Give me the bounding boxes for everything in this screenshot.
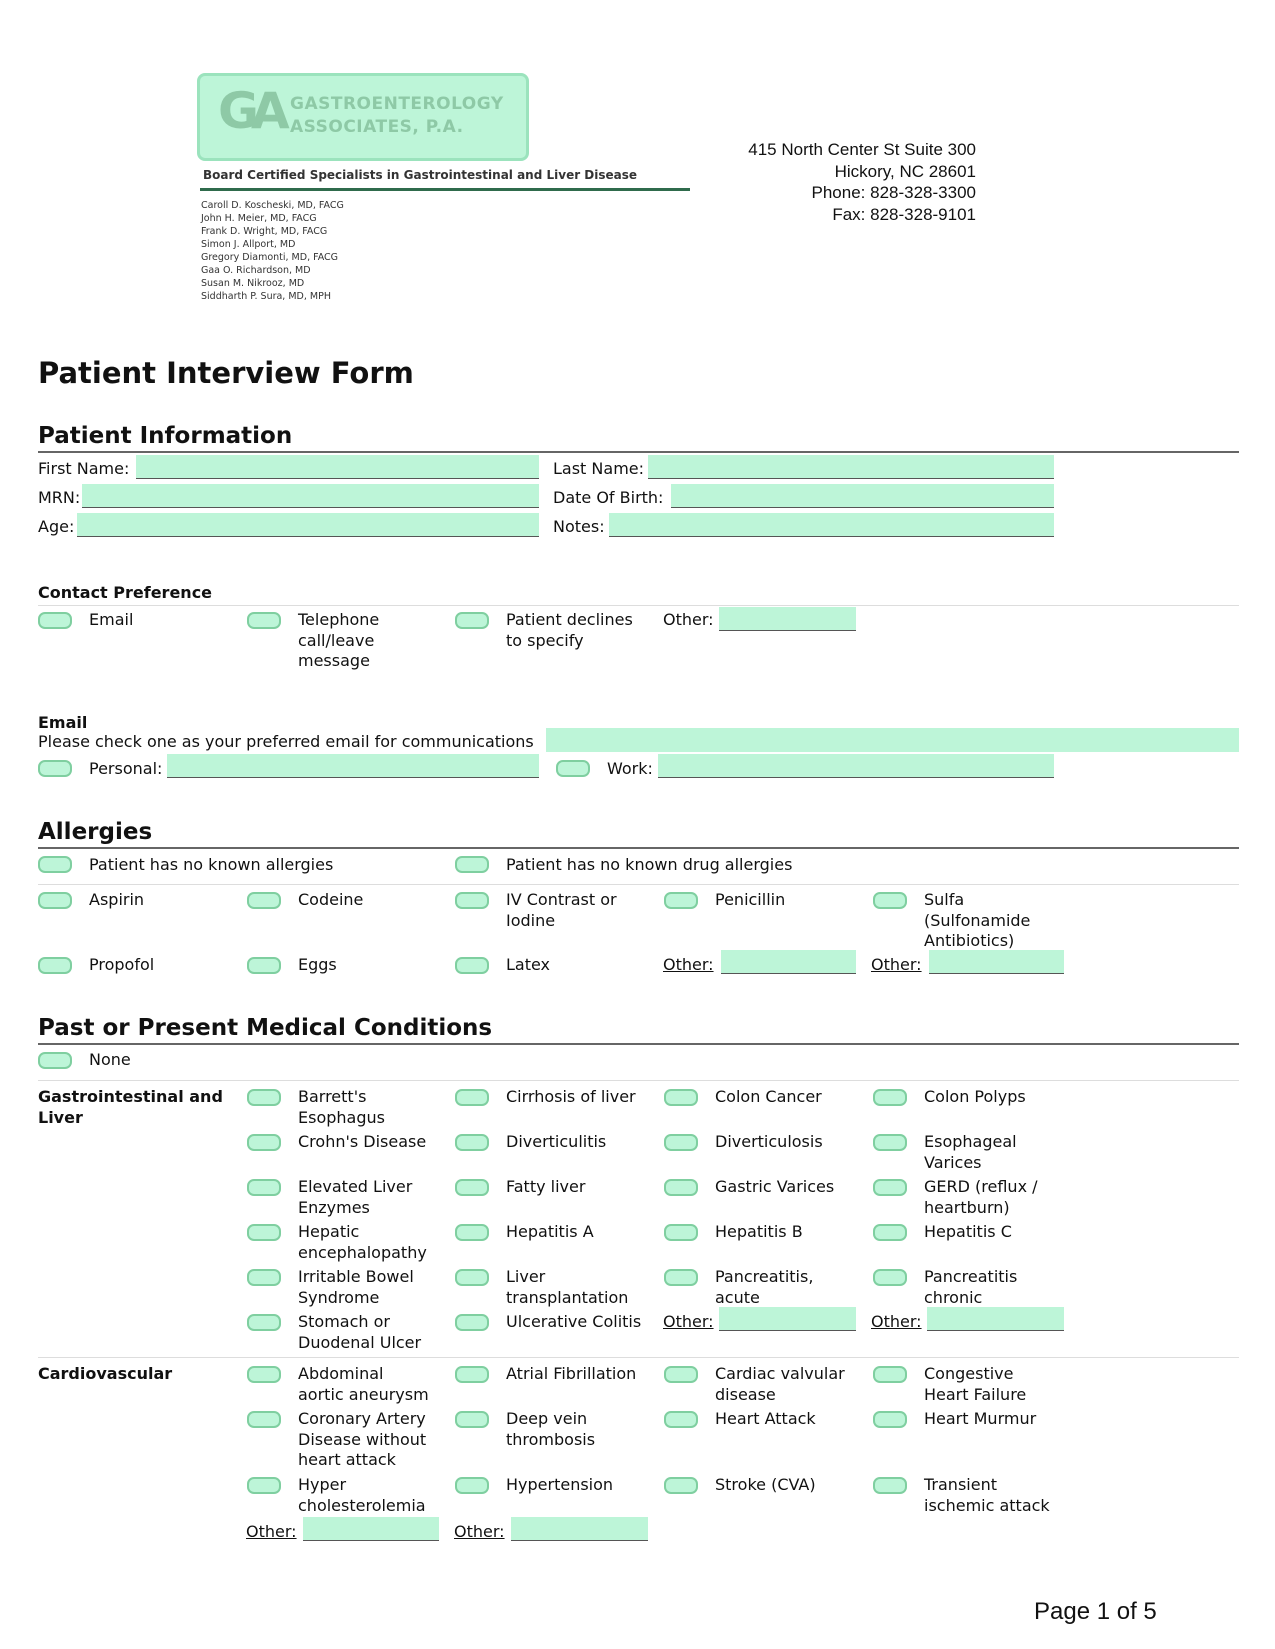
- valvular-label: [715, 1364, 845, 1405]
- ulcerative-colitis-checkbox[interactable]: [455, 1314, 489, 1331]
- section-rule: [38, 605, 1239, 606]
- label-line: heart attack: [298, 1450, 396, 1469]
- allergy-other-field-2[interactable]: [929, 950, 1064, 974]
- row-divider: [38, 1357, 1239, 1358]
- propofol-label: Propofol: [89, 955, 155, 974]
- cirrhosis-checkbox[interactable]: [455, 1089, 489, 1106]
- diverticulosis-label: Diverticulosis: [715, 1132, 823, 1151]
- pancreatitis-chronic-label: [924, 1267, 1017, 1308]
- penicillin-checkbox[interactable]: [664, 892, 698, 909]
- section-heading-patient-information: Patient Information: [38, 423, 293, 449]
- no-known-allergies-checkbox[interactable]: [38, 856, 72, 873]
- label-line: (Sulfonamide: [924, 910, 1031, 930]
- label-line: Barrett's: [298, 1087, 367, 1106]
- elevated-liver-checkbox[interactable]: [247, 1179, 281, 1196]
- no-known-allergies-label: Patient has no known allergies: [89, 855, 334, 874]
- logo-mark: GA: [218, 82, 282, 140]
- none-label: None: [89, 1050, 131, 1069]
- sulfa-checkbox[interactable]: [873, 892, 907, 909]
- no-drug-allergies-checkbox[interactable]: [455, 856, 489, 873]
- notes-field[interactable]: [609, 513, 1054, 537]
- personal-email-checkbox[interactable]: [38, 760, 72, 777]
- practice-tagline: Board Certified Specialists in Gastrointestinal and Liver Disease: [203, 168, 638, 182]
- eggs-label: Eggs: [298, 955, 337, 974]
- phone: Phone: 828-328-3300: [811, 183, 976, 202]
- colon-polyps-checkbox[interactable]: [873, 1089, 907, 1106]
- aaa-label: [298, 1364, 429, 1405]
- logo-text-line1: GASTROENTEROLOGY: [290, 94, 504, 114]
- crohns-label: Crohn's Disease: [298, 1132, 427, 1151]
- ibs-checkbox[interactable]: [247, 1269, 281, 1286]
- practice-address: [748, 139, 976, 225]
- label-line: heartburn): [924, 1197, 1010, 1217]
- label-line: thrombosis: [506, 1429, 596, 1449]
- declines-checkbox[interactable]: [455, 612, 489, 629]
- physician-name: Caroll D. Koscheski, MD, FACG: [201, 200, 344, 211]
- gerd-label: [924, 1177, 1038, 1218]
- label-line: call/leave: [298, 630, 375, 650]
- email-option-label: Email: [89, 610, 134, 629]
- section-heading-medical-conditions: Past or Present Medical Conditions: [38, 1015, 493, 1041]
- ulcerative-colitis-label: Ulcerative Colitis: [506, 1312, 642, 1331]
- notes-label: Notes:: [553, 517, 605, 536]
- elevated-liver-label: [298, 1177, 412, 1218]
- cv-other-label: Other:: [246, 1522, 297, 1541]
- cv-other-field-2[interactable]: [511, 1517, 648, 1541]
- chf-label: [924, 1364, 1026, 1405]
- dob-label: Date Of Birth:: [553, 488, 664, 507]
- gi-category-label: [38, 1087, 223, 1128]
- label-line: Irritable Bowel: [298, 1267, 414, 1286]
- colon-polyps-label: Colon Polyps: [924, 1087, 1026, 1106]
- pancreatitis-acute-checkbox[interactable]: [664, 1269, 698, 1286]
- work-email-checkbox[interactable]: [556, 760, 590, 777]
- afib-checkbox[interactable]: [455, 1366, 489, 1383]
- section-rule: [38, 451, 1239, 453]
- section-rule: [38, 847, 1239, 849]
- crohns-checkbox[interactable]: [247, 1134, 281, 1151]
- fatty-liver-checkbox[interactable]: [455, 1179, 489, 1196]
- heart-murmur-label: Heart Murmur: [924, 1409, 1037, 1428]
- label-line: IV Contrast or: [506, 890, 617, 909]
- iv-contrast-checkbox[interactable]: [455, 892, 489, 909]
- aaa-checkbox[interactable]: [247, 1366, 281, 1383]
- cardiovascular-category-label: Cardiovascular: [38, 1364, 173, 1383]
- work-email-label: Work:: [607, 759, 653, 778]
- label-line: Stomach or: [298, 1312, 390, 1331]
- label-line: Liver: [506, 1267, 546, 1286]
- diverticulitis-label: Diverticulitis: [506, 1132, 607, 1151]
- tia-label: [924, 1475, 1050, 1516]
- no-drug-allergies-label: Patient has no known drug allergies: [506, 855, 793, 874]
- label-line: Heart Failure: [924, 1384, 1027, 1404]
- tagline-divider: [200, 188, 690, 191]
- practice-logo: [197, 73, 529, 161]
- physician-name: Siddharth P. Sura, MD, MPH: [201, 291, 331, 302]
- section-heading-allergies: Allergies: [38, 819, 153, 845]
- liver-transplant-label: [506, 1267, 628, 1308]
- diverticulosis-checkbox[interactable]: [664, 1134, 698, 1151]
- last-name-field[interactable]: [648, 455, 1054, 479]
- hypertension-checkbox[interactable]: [455, 1477, 489, 1494]
- label-line: message: [298, 651, 370, 670]
- physician-name: Frank D. Wright, MD, FACG: [201, 226, 328, 237]
- mrn-field[interactable]: [82, 484, 539, 508]
- aspirin-checkbox[interactable]: [38, 892, 72, 909]
- hepatitis-c-label: Hepatitis C: [924, 1222, 1012, 1241]
- row-divider: [38, 1080, 1239, 1081]
- sulfa-label: [924, 890, 1030, 952]
- label-line: Sulfa: [924, 890, 965, 909]
- colon-cancer-label: Colon Cancer: [715, 1087, 822, 1106]
- label-line: Duodenal Ulcer: [298, 1332, 422, 1352]
- stroke-label: Stroke (CVA): [715, 1475, 816, 1494]
- mrn-label: MRN:: [38, 488, 81, 507]
- section-rule: [38, 1043, 1239, 1045]
- label-line: Antibiotics): [924, 931, 1015, 950]
- hypercholesterolemia-label: [298, 1475, 426, 1516]
- eggs-checkbox[interactable]: [247, 957, 281, 974]
- label-line: aortic aneurysm: [298, 1384, 429, 1404]
- preferred-email-field[interactable]: [546, 728, 1239, 752]
- label-line: to specify: [506, 630, 584, 650]
- cv-other-label-2: Other:: [454, 1522, 505, 1541]
- email-instruction: Please check one as your preferred email for communications: [38, 732, 534, 751]
- pancreatitis-acute-label: [715, 1267, 813, 1308]
- label-line: Varices: [924, 1152, 982, 1172]
- cv-other-field[interactable]: [303, 1517, 439, 1541]
- barretts-label: [298, 1087, 385, 1128]
- label-line: Esophageal: [924, 1132, 1017, 1151]
- label-line: chronic: [924, 1287, 983, 1307]
- address-line: Hickory, NC 28601: [834, 161, 976, 181]
- telephone-option-label: [298, 610, 379, 672]
- liver-transplant-checkbox[interactable]: [455, 1269, 489, 1286]
- age-field[interactable]: [77, 513, 539, 537]
- hepatitis-a-label: Hepatitis A: [506, 1222, 594, 1241]
- valvular-checkbox[interactable]: [664, 1366, 698, 1383]
- heart-attack-label: Heart Attack: [715, 1409, 816, 1428]
- stroke-checkbox[interactable]: [664, 1477, 698, 1494]
- cad-checkbox[interactable]: [247, 1411, 281, 1428]
- label-line: Hyper: [298, 1475, 347, 1494]
- label-line: Liver: [38, 1107, 83, 1127]
- fatty-liver-label: Fatty liver: [506, 1177, 586, 1196]
- gastric-varices-checkbox[interactable]: [664, 1179, 698, 1196]
- hepatitis-a-checkbox[interactable]: [455, 1224, 489, 1241]
- cirrhosis-label: Cirrhosis of liver: [506, 1087, 636, 1106]
- section-heading-contact-preference: Contact Preference: [38, 583, 213, 602]
- fax: Fax: 828-328-9101: [832, 204, 976, 224]
- label-line: Transient: [924, 1475, 997, 1494]
- physician-name: Simon J. Allport, MD: [201, 239, 296, 250]
- barretts-checkbox[interactable]: [247, 1089, 281, 1106]
- ulcer-checkbox[interactable]: [247, 1314, 281, 1331]
- age-label: Age:: [38, 517, 75, 536]
- propofol-checkbox[interactable]: [38, 957, 72, 974]
- label-line: Telephone: [298, 610, 380, 629]
- label-line: ischemic attack: [924, 1495, 1050, 1515]
- label-line: Hepatic: [298, 1222, 360, 1241]
- gerd-checkbox[interactable]: [873, 1179, 907, 1196]
- diverticulitis-checkbox[interactable]: [455, 1134, 489, 1151]
- hepatitis-b-checkbox[interactable]: [664, 1224, 698, 1241]
- esophageal-varices-checkbox[interactable]: [873, 1134, 907, 1151]
- physician-name: Gregory Diamonti, MD, FACG: [201, 252, 339, 263]
- hepatic-encephalopathy-checkbox[interactable]: [247, 1224, 281, 1241]
- label-line: Pancreatitis,: [715, 1267, 814, 1286]
- personal-email-label: Personal:: [89, 759, 163, 778]
- personal-email-field[interactable]: [167, 754, 539, 778]
- label-line: GERD (reflux /: [924, 1177, 1038, 1196]
- form-title: Patient Interview Form: [38, 356, 414, 390]
- telephone-checkbox[interactable]: [247, 612, 281, 629]
- cad-label: [298, 1409, 426, 1471]
- page-number: Page 1 of 5: [1034, 1598, 1157, 1625]
- latex-label: Latex: [506, 955, 551, 974]
- gi-other-label: Other:: [663, 1312, 714, 1331]
- physician-list: [201, 199, 344, 303]
- label-line: Syndrome: [298, 1287, 380, 1307]
- gi-other-label-2: Other:: [871, 1312, 922, 1331]
- declines-option-label: [506, 610, 633, 651]
- heart-murmur-checkbox[interactable]: [873, 1411, 907, 1428]
- none-checkbox[interactable]: [38, 1052, 72, 1069]
- physician-name: Gaa O. Richardson, MD: [201, 265, 311, 276]
- label-line: transplantation: [506, 1287, 629, 1307]
- label-line: cholesterolemia: [298, 1495, 426, 1515]
- hepatitis-c-checkbox[interactable]: [873, 1224, 907, 1241]
- label-line: Congestive: [924, 1364, 1014, 1383]
- label-line: Patient declines: [506, 610, 633, 629]
- label-line: Abdominal: [298, 1364, 384, 1383]
- last-name-label: Last Name:: [553, 459, 645, 478]
- physician-name: Susan M. Nikrooz, MD: [201, 278, 305, 289]
- gi-other-field[interactable]: [719, 1307, 856, 1331]
- first-name-field[interactable]: [136, 455, 539, 479]
- physician-name: John H. Meier, MD, FACG: [201, 213, 317, 224]
- dob-field[interactable]: [671, 484, 1054, 508]
- label-line: Pancreatitis: [924, 1267, 1018, 1286]
- label-line: Coronary Artery: [298, 1409, 426, 1428]
- allergy-other-label: Other:: [663, 955, 714, 974]
- codeine-label: Codeine: [298, 890, 364, 909]
- dvt-label: [506, 1409, 595, 1450]
- contact-other-field[interactable]: [719, 607, 856, 631]
- codeine-checkbox[interactable]: [247, 892, 281, 909]
- hepatitis-b-label: Hepatitis B: [715, 1222, 803, 1241]
- dvt-checkbox[interactable]: [455, 1411, 489, 1428]
- afib-label: Atrial Fibrillation: [506, 1364, 637, 1383]
- label-line: Disease without: [298, 1429, 427, 1449]
- hypercholesterolemia-checkbox[interactable]: [247, 1477, 281, 1494]
- label-line: Iodine: [506, 910, 556, 930]
- aspirin-label: Aspirin: [89, 890, 145, 909]
- gastric-varices-label: Gastric Varices: [715, 1177, 835, 1196]
- label-line: Cardiac valvular: [715, 1364, 845, 1383]
- hepatic-encephalopathy-label: [298, 1222, 427, 1263]
- label-line: Enzymes: [298, 1197, 370, 1217]
- allergy-other-field[interactable]: [721, 950, 856, 974]
- latex-checkbox[interactable]: [455, 957, 489, 974]
- contact-other-label: Other:: [663, 610, 714, 629]
- tia-checkbox[interactable]: [873, 1477, 907, 1494]
- ibs-label: [298, 1267, 414, 1308]
- label-line: Elevated Liver: [298, 1177, 413, 1196]
- label-line: acute: [715, 1287, 760, 1307]
- section-heading-email: Email: [38, 713, 88, 732]
- label-line: encephalopathy: [298, 1242, 427, 1262]
- first-name-label: First Name:: [38, 459, 130, 478]
- gi-other-field-2[interactable]: [927, 1307, 1064, 1331]
- heart-attack-checkbox[interactable]: [664, 1411, 698, 1428]
- penicillin-label: Penicillin: [715, 890, 786, 909]
- logo-text-line2: ASSOCIATES, P.A.: [290, 117, 464, 137]
- ulcer-label: [298, 1312, 421, 1353]
- label-line: Gastrointestinal and: [38, 1087, 223, 1106]
- iv-contrast-label: [506, 890, 617, 931]
- work-email-field[interactable]: [658, 754, 1054, 778]
- label-line: Deep vein: [506, 1409, 588, 1428]
- address-line: 415 North Center St Suite 300: [748, 140, 976, 159]
- esophageal-varices-label: [924, 1132, 1017, 1173]
- row-divider: [38, 884, 1239, 885]
- email-checkbox[interactable]: [38, 612, 72, 629]
- colon-cancer-checkbox[interactable]: [664, 1089, 698, 1106]
- hypertension-label: Hypertension: [506, 1475, 614, 1494]
- label-line: Esophagus: [298, 1107, 385, 1127]
- label-line: disease: [715, 1384, 776, 1404]
- allergy-other-label-2: Other:: [871, 955, 922, 974]
- chf-checkbox[interactable]: [873, 1366, 907, 1383]
- pancreatitis-chronic-checkbox[interactable]: [873, 1269, 907, 1286]
